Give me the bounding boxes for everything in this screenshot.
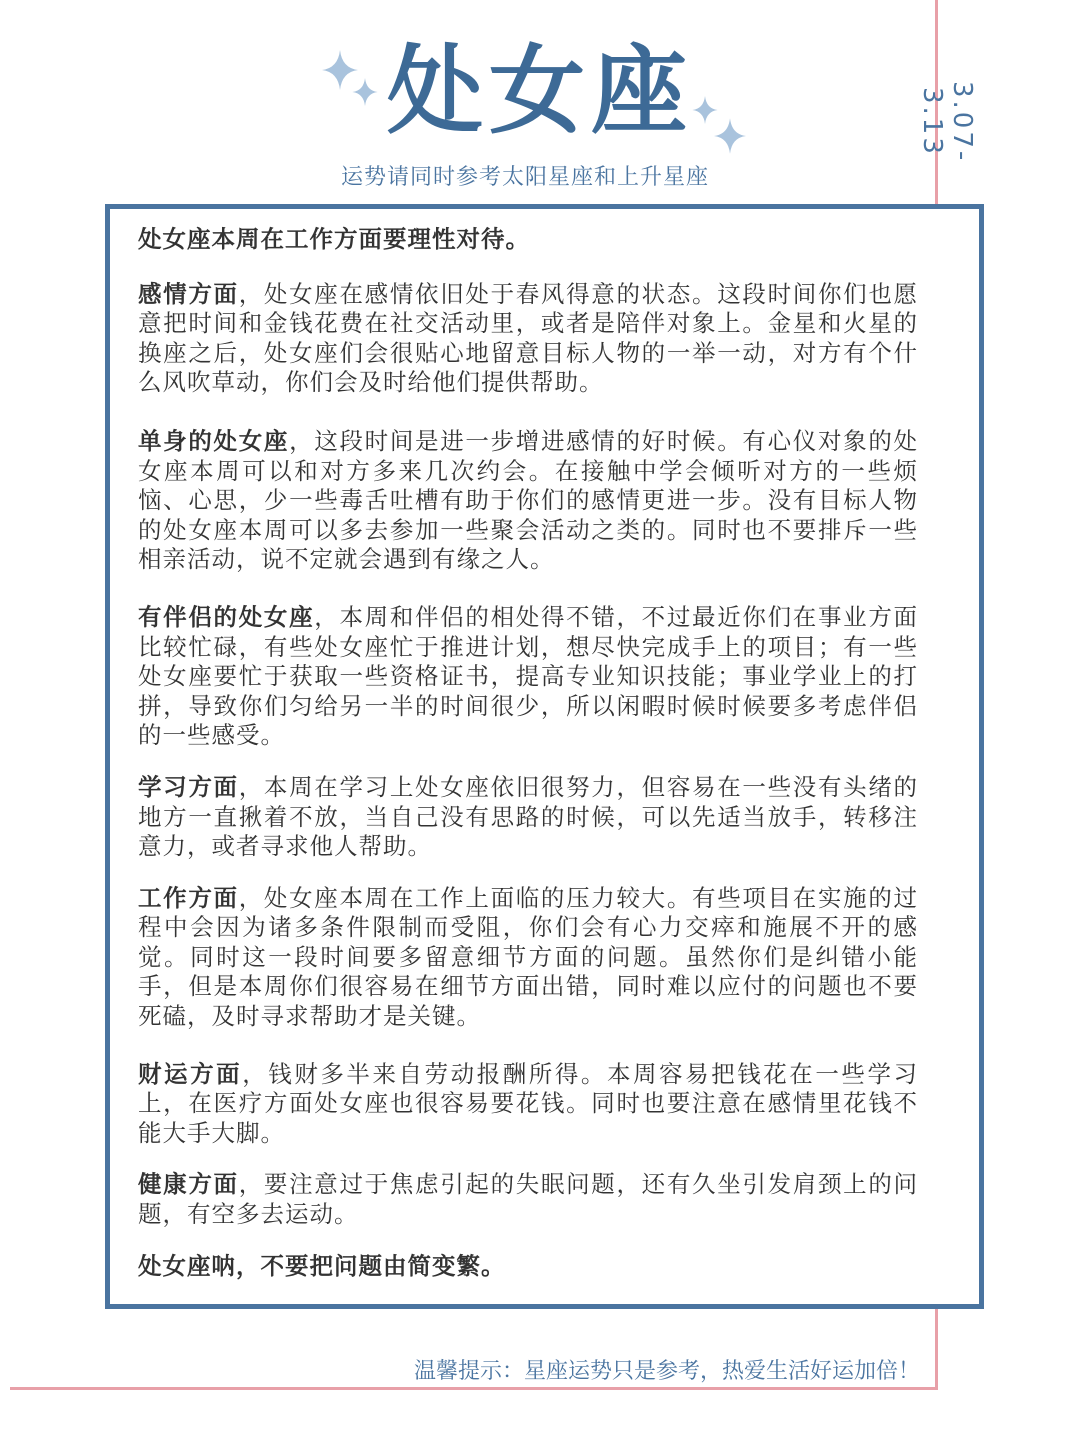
section-health (138, 1170, 918, 1229)
section-heading: 感情方面 (138, 279, 239, 308)
frame-line-horizontal (10, 1387, 938, 1390)
section-heading: 单身的处女座 (138, 426, 290, 455)
closing-line: 处女座呐，不要把问题由简变繁。 (138, 1251, 506, 1280)
section-heading: 财运方面 (138, 1059, 243, 1088)
section-work (138, 884, 918, 1032)
section-body: ，处女座本周在工作上面临的压力较大。有些项目在实施的过程中会因为诸多条件限制而受阻，你们会有心力交瘁和施展不开的感觉。同时这一段时间要多留意细节方面的问题。虽然你们是纠错小能手，但是本周你们很容易在细节方面出错，同时难以应付的问题也不要死磕，及时寻求帮助才是关键。 (138, 883, 919, 1031)
section-body: ，钱财多半来自劳动报酬所得。本周容易把钱花在一些学习上，在医疗方面处女座也很容易要花钱。同时也要注意在感情里花钱不能大手大脚。 (138, 1059, 919, 1147)
date-range: 3.07-3.13 (917, 80, 977, 164)
page-title: 处女座 (387, 35, 693, 147)
subtitle: 运势请同时参考太阳星座和上升星座 (340, 165, 709, 190)
section-finance (138, 1060, 918, 1149)
footer-tip: 温馨提示：星座运势只是参考，热爱生活好运加倍！ (413, 1359, 920, 1384)
section-partnered (138, 603, 918, 751)
content-box (105, 204, 984, 1309)
section-body: ，处女座在感情依旧处于春风得意的状态。这段时间你们也愿意把时间和金钱花费在社交活动里，或者是陪伴对象上。金星和火星的换座之后，处女座们会很贴心地留意目标人物的一举一动，对方有个什么风吹草动，你们会及时给他们提供帮助。 (138, 279, 919, 397)
section-heading: 有伴侣的处女座 (138, 602, 315, 631)
section-single (138, 427, 918, 575)
section-body: ，这段时间是进一步增进感情的好时候。有心仪对象的处女座本周可以和对方多来几次约会。在接触中学会倾听对方的一些烦恼、心思，少一些毒舌吐槽有助于你们的感情更进一步。没有目标人物的处女座本周可以多去参加一些聚会活动之类的。同时也不要排斥一些相亲活动，说不定就会遇到有缘之人。 (138, 426, 919, 574)
section-love (138, 280, 918, 398)
section-study (138, 773, 918, 862)
section-body: ，本周和伴侣的相处得不错，不过最近你们在事业方面比较忙碌，有些处女座忙于推进计划，想尽快完成手上的项目；有一些处女座要忙于获取一些资格证书，提高专业知识技能；事业学业上的打拼，导致你们匀给另一半的时间很少，所以闲暇时候时候要多考虑伴侣的一些感受。 (138, 602, 919, 750)
section-body: ，要注意过于焦虑引起的失眠问题，还有久坐引发肩颈上的问题，有空多去运动。 (138, 1170, 919, 1229)
intro-line: 处女座本周在工作方面要理性对待。 (138, 225, 530, 253)
section-heading: 工作方面 (138, 883, 239, 912)
section-heading: 健康方面 (138, 1170, 239, 1199)
horoscope-text (138, 225, 918, 1281)
section-body: ，本周在学习上处女座依旧很努力，但容易在一些没有头绪的地方一直揪着不放，当自己没有思路的时候，可以先适当放手，转移注意力，或者寻求他人帮助。 (138, 772, 919, 861)
section-heading: 学习方面 (138, 772, 239, 801)
